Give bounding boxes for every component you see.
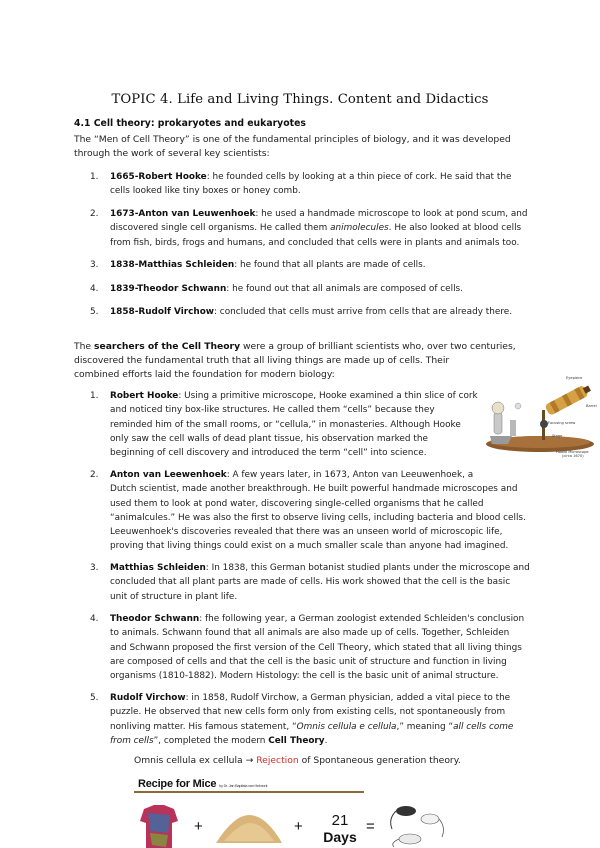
scientist-name: 1839-Theodor Schwann — [110, 284, 227, 294]
intro-line-2: through the work of several key scientists: — [74, 148, 270, 159]
scientist-name: 1858-Rudolf Virchow — [110, 307, 214, 317]
scientist-name: 1838-Matthias Schleiden — [110, 260, 235, 270]
page-title: TOPIC 4. Life and Living Things. Content and Didactics — [111, 92, 489, 107]
intro-line-1: The “Men of Cell Theory” is one of the fundamental principles of biology, and it was developed — [74, 134, 511, 145]
mice-icon — [386, 799, 448, 848]
rejection-text: Rejection — [256, 755, 299, 766]
scientist-name: Theodor Schwann — [110, 614, 200, 624]
microscope-drawing — [482, 374, 600, 458]
scientist-name: 1673-Anton van Leuwenhoek — [110, 209, 256, 219]
scientist-name: 1665-Robert Hooke — [110, 172, 207, 182]
scientist-name: Matthias Schleiden — [110, 563, 206, 573]
scientist-name: Anton van Leewenhoek — [110, 470, 227, 480]
scientist-name: Robert Hooke — [110, 391, 179, 401]
section-heading: 4.1 Cell theory: prokaryotes and eukaryotes — [74, 118, 306, 129]
recipe-for-mice-illustration: Recipe for Mice by Dr. Jan Baptista van Helmont + + 21 Days = — [134, 775, 449, 848]
intro-paragraph — [74, 133, 544, 161]
days-number: 21 — [331, 812, 349, 829]
wheat-pile-icon — [214, 811, 284, 845]
scientist-name: Rudolf Virchow — [110, 693, 186, 703]
days-label: Days — [323, 829, 357, 845]
recipe-title-rule — [134, 791, 364, 793]
searchers-paragraph: The searchers of the Cell Theory were a group of brilliant scientists who, over two centuries, discovered the fundamental truth that all living things are made up of cells. Their combined efforts laid the foundation for modern biology: — [74, 341, 516, 380]
dirty-shirt-icon — [138, 803, 180, 848]
hooke-microscope-illustration: Eyepiece Barrel Focusing screw Stage Hooke Microscope (circa 1670) — [482, 374, 600, 458]
recipe-title: Recipe for Mice by Dr. Jan Baptista van Helmont — [138, 778, 268, 790]
omnis-cellula-caption: Omnis cellula ex cellula → Rejection of Spontaneous generation theory. — [134, 755, 461, 766]
